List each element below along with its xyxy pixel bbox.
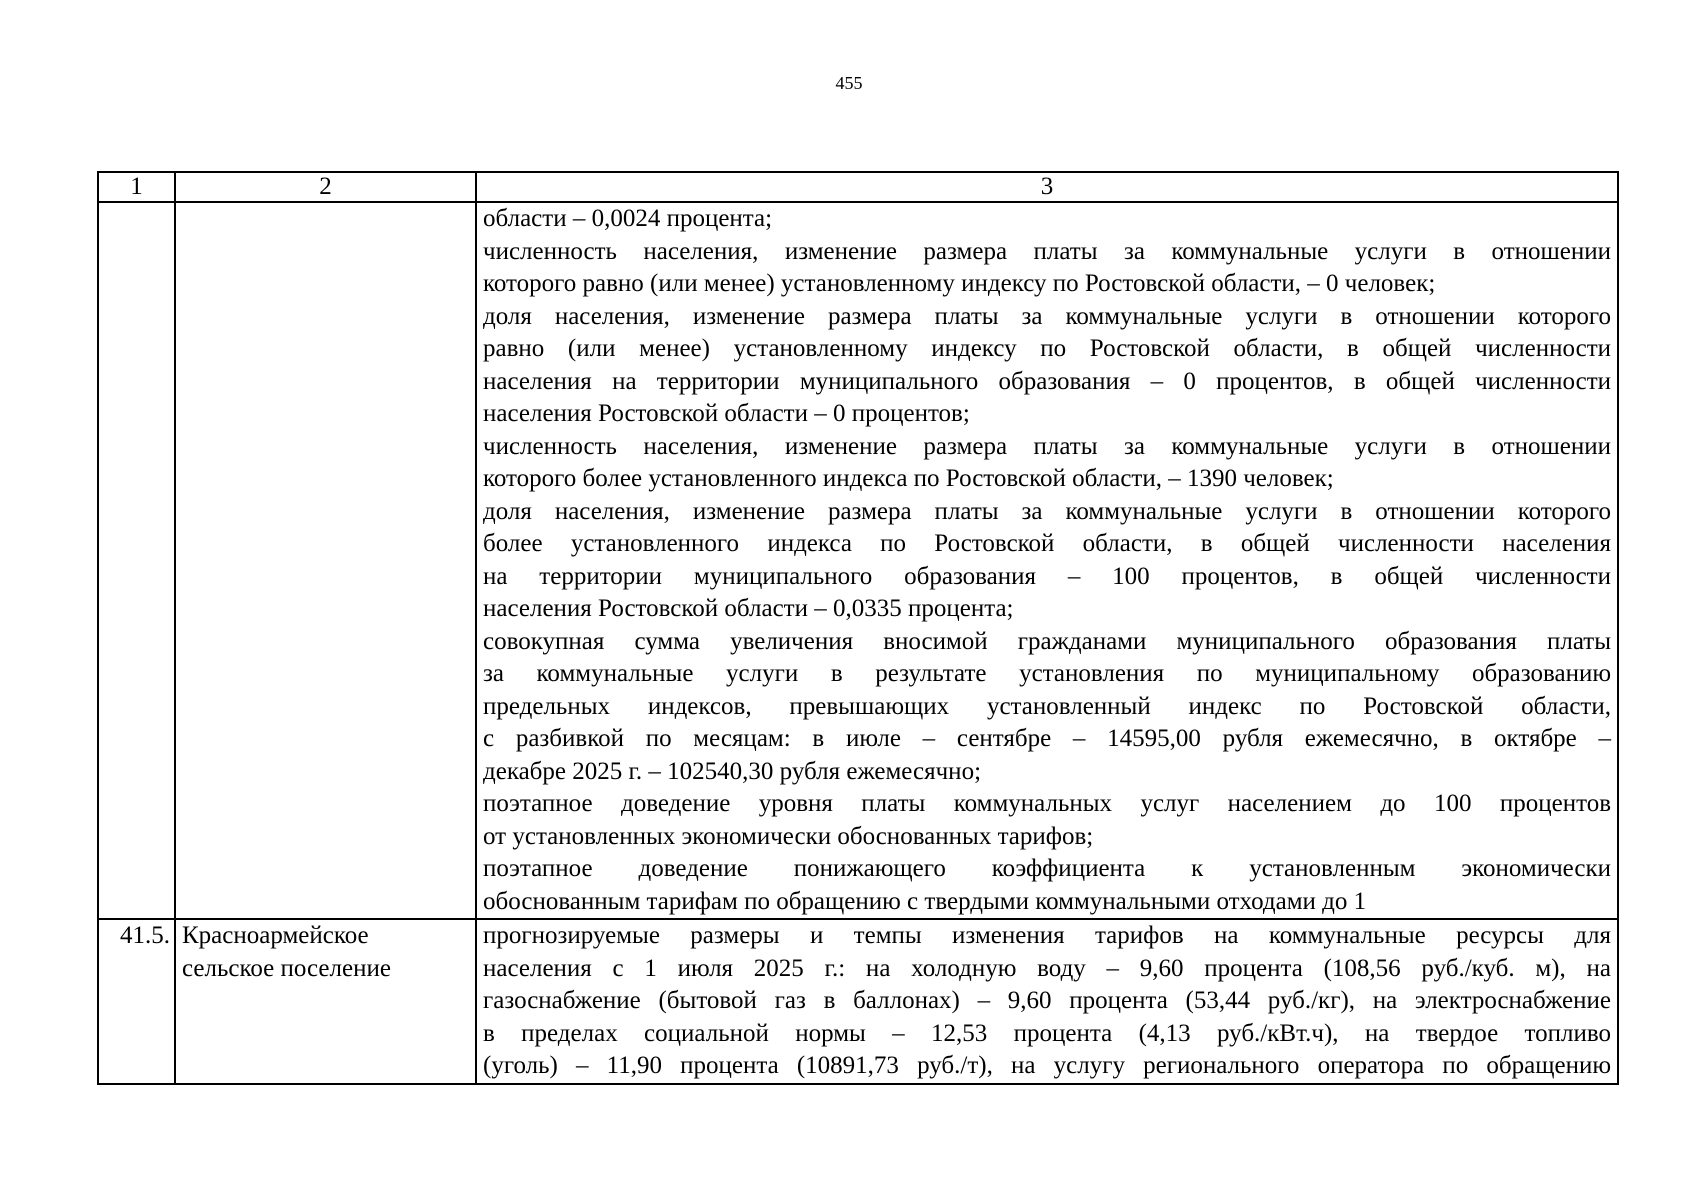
row-description [476,919,1618,1084]
text-line: поэтапное доведение уровня платы коммунальных услуг населением до 100 процентов [483,790,1611,817]
text-line: доля населения, изменение размера платы за коммунальные услуги в отношении которого [483,497,1611,525]
text-line: предельных индексов, превышающих установленный индекс по Ростовской области, [483,692,1611,720]
text-line: на территории муниципального образования – 100 процентов, в общей численности [483,562,1611,590]
text-line: населения с 1 июля 2025 г.: на холодную воду – 9,60 процента (108,56 руб./куб. м), на [483,954,1611,982]
header-col-1: 1 [98,172,175,202]
cell-description [476,202,1618,919]
row-name [175,919,476,1084]
text-line: в пределах социальной нормы – 12,53 процента (4,13 руб./кВт.ч), на твердое топливо [483,1019,1611,1047]
data-table [97,171,1619,1085]
text-line: декабре 2025 г. – 102540,30 рубля ежемесячно; [483,757,982,785]
table-row-41-5 [98,919,1618,1084]
text-line: от установленных экономически обоснованных тарифов; [483,822,1094,850]
row-number: 41.5. [98,919,175,1084]
text-line: населения на территории муниципального образования – 0 процентов, в общей численности [483,367,1611,395]
text-line: которого равно (или менее) установленному индексу по Ростовской области, – 0 человек; [483,270,1436,297]
text-line: равно (или менее) установленному индексу по Ростовской области, в общей численности [483,335,1611,362]
header-col-3: 3 [476,172,1618,202]
text-line: прогнозируемые размеры и темпы изменения тарифов на коммунальные ресурсы для [483,922,1611,949]
page-number: 455 [835,73,863,93]
text-line: доля населения, изменение размера платы за коммунальные услуги в отношении которого [483,302,1611,330]
text-line: (уголь) – 11,90 процента (10891,73 руб./т), на услугу регионального оператора по обращению [483,1052,1611,1079]
name-line: Красноармейское [182,922,369,949]
text-line: населения Ростовской области – 0 процентов; [483,400,970,427]
text-line: которого более установленного индекса по Ростовской области, – 1390 человек; [483,465,1334,492]
text-line: области – 0,0024 процента; [483,205,773,232]
text-line: совокупная сумма увеличения вносимой гражданами муниципального образования платы [483,627,1611,655]
cell-name-empty [175,202,476,919]
text-line: населения Ростовской области – 0,0335 процента; [483,595,1014,622]
table-header-row [98,172,1618,202]
table-row-continuation [98,202,1618,919]
text-line: более установленного индекса по Ростовской области, в общей численности населения [483,530,1611,557]
text-line: с разбивкой по месяцам: в июле – сентябре – 14595,00 рубля ежемесячно, в октябре – [483,725,1611,752]
header-col-2: 2 [175,172,476,202]
text-line: численность населения, изменение размера платы за коммунальные услуги в отношении [483,432,1611,460]
text-line: поэтапное доведение понижающего коэффициента к установленным экономически [483,855,1611,882]
cell-number-empty [98,202,175,919]
text-line: обоснованным тарифам по обращению с твердыми коммунальными отходами до 1 [483,887,1367,915]
text-line: газоснабжение (бытовой газ в баллонах) – 9,60 процента (53,44 руб./кг), на электроснабжение [483,987,1611,1014]
name-line: сельское поселение [182,954,391,982]
text-line: за коммунальные услуги в результате установления по муниципальному образованию [483,660,1611,687]
text-line: численность населения, изменение размера платы за коммунальные услуги в отношении [483,237,1611,265]
